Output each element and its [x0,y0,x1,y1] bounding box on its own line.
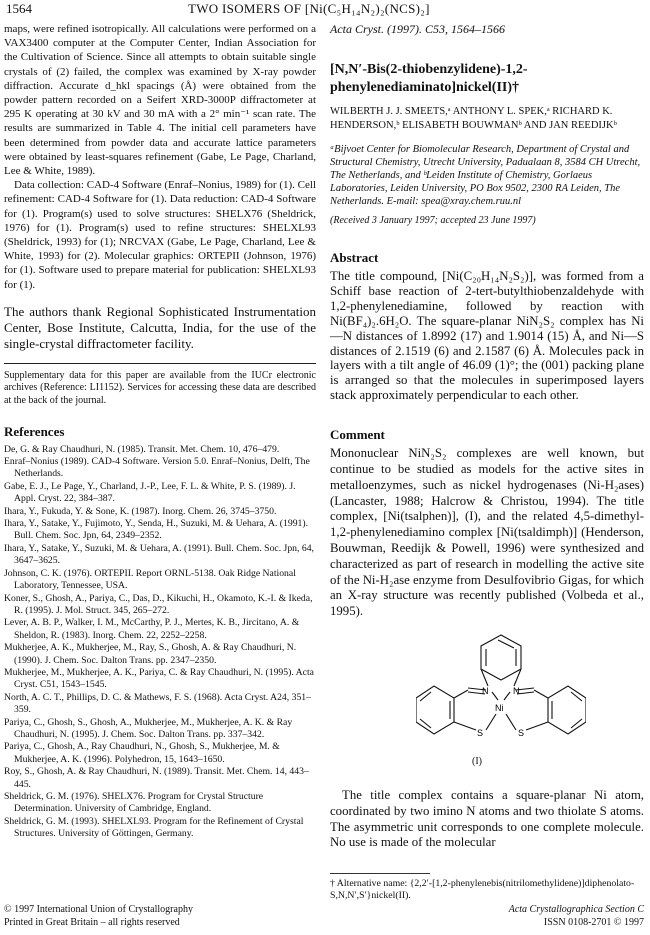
reference-item: Lever, A. B. P., Walker, I. M., McCarthy, P. J., Mertes, K. B., Jircitano, A. & Sheldon, R. (1983). Inorg. Chem. 22, 2252–2258. [4,617,300,641]
reference-item: Sheldrick, G. M. (1976). SHELX76. Program for Crystal Structure Determination. University of Cambridge, England. [4,791,264,815]
affiliation: ᵃBijvoet Center for Biomolecular Research, Department of Crystal and Structural Chemistry, Utrecht University, Padualaan 8, 3584 CH Utrecht, The Netherlands, and ᵇLeiden Institute of Chemistry, Gorlaeus Laboratories, Leiden University, PO Box 9502, 2300 RA Leiden, The Netherlands. E-mail: spea@xray.chem.ruu.nl [330,144,641,207]
reference-list [4,444,316,841]
data-collection-text: Data collection: CAD-4 Software (Enraf–Nonius, 1989) for (1). Cell refinement: CAD-4 Software for (1). Data reduction: CAD-4 Software for (1). Program(s) used to solve structures: SHELX76 (Sheldrick, 1976) for (1). Program(s) used to refine structures: SHELXL93 (Sheldrick, 1993) for (1); NRCVAX (Gabe, Le Page, Charland, Lee & White, 1993) for (2). Molecular graphics: ORTEPII (Johnson, 1976) for (1). Software used to prepare material for publication: SHELXL93 for (1). [4,179,316,291]
atom-n-left: N [482,685,489,696]
footer-left [4,903,193,929]
divider [4,363,316,364]
reference-item: Pariya, C., Ghosh, A., Ray Chaudhuri, N., Ghosh, S., Mukherjee, M. & Mukherjee, A. K. (1996). Polyhedron, 15, 1643–1650. [4,741,280,765]
reference-item: North, A. C. T., Phillips, D. C. & Mathews, F. S. (1968). Acta Cryst. A24, 351–359. [4,691,311,716]
author-list: WILBERTH J. J. SMEETS,ᵃ ANTHONY L. SPEK,ᵃ RICHARD K. HENDERSON,ᵇ ELISABETH BOUWMANᵇ AND JAN REEDIJKᵇ [330,106,617,131]
issn: ISSN 0108-2701 © 1997 [543,917,644,928]
atom-ni: Ni [495,702,504,713]
footnote-divider [330,873,430,874]
reference-item: Ihara, Y., Fukuda, Y. & Sone, K. (1987). Inorg. Chem. 26, 3745–3750. [4,505,277,517]
reference-item: Koner, S., Ghosh, A., Pariya, C., Das, D., Kikuchi, H., Okamoto, K.-I. & Ikeda, R. (1995). J. Mol. Struct. 345, 265–272. [4,592,313,616]
reference-item: Pariya, C., Ghosh, S., Ghosh, A., Mukherjee, M., Mukherjee, A. K. & Ray Chaudhuri, N. (1995). J. Chem. Soc. Dalton Trans. pp. 337–342. [4,716,293,740]
page-number: 1564 [6,1,32,16]
journal-name: Acta Crystallographica Section C [508,904,644,915]
left-column [4,22,316,841]
reference-item: Mukherjee, M., Mukherjee, A. K., Pariya, C. & Ray Chaudhuri, N. (1995). Acta Cryst. C51, 1543–1545. [4,666,314,691]
atom-n-right: N [513,685,520,696]
reference-item: Ihara, Y., Satake, Y., Suzuki, M. & Uehara, A. (1991). Bull. Chem. Soc. Jpn, 64, 3647–3625. [4,542,314,567]
atom-s-left: S [477,727,484,738]
comment-heading: Comment [330,427,385,443]
right-benzene-ring [548,686,586,734]
acknowledgement: The authors thank Regional Sophisticated Instrumentation Center, Bose Institute, Calcutta, India, for the use of the single-crystal diffractometer facility. [4,303,316,351]
comment-continued-text: The title complex contains a square-planar Ni atom, coordinated by two imino N atoms and two thiolate S atoms. The asymmetric unit corresponds to one complete molecule. No use is made of the molecular [330,787,644,850]
copyright: © 1997 International Union of Crystallography [4,904,193,915]
experimental-text: maps, were refined isotropically. All calculations were performed on a VAX3400 computer at the Computer Center, Indian Association for the Cultivation of Science. Since all attempts to obtain suitable single crystals of (2) failed, the complex was examined by X-ray powder diffraction. Accurate d_hkl spacings (Å) were obtained from the powder pattern recorded on a Seifert XRD-3000P diffractometer at 295 K operating at 30 kV and 30 mA with a 2° min⁻¹ scan rate. The results are summarized in Table 4. The initial cell parameters have been determined from powder data and accurate lattice parameters were obtained by least-squares refinement (Gabe, Le Page, Charland, Lee & White, 1989). [4,23,316,178]
chemical-structure [330,630,644,780]
reference-item: Gabe, E. J., Le Page, Y., Charland, J.-P., Lee, F. L. & White, P. S. (1989). J. Appl. Cryst. 22, 384–387. [4,480,296,505]
printed-in: Printed in Great Britain – all rights reserved [4,917,180,928]
reference-item: De, G. & Ray Chaudhuri, N. (1985). Transit. Met. Chem. 10, 476–479. [4,443,280,455]
abstract-text: The title compound, [Ni(C₂₀H₁₄N₂S₂)], was formed from a Schiff base reaction of 2-tert-butylthiobenzaldehyde with 1,2-phenylenediamine, followed by reaction with Ni(BF₄)₂.6H₂O. The square-planar NiN₂S₂ complex has Ni—N distances of 1.8992 (17) and 1.9014 (15) Å, and Ni—S distances of 2.1519 (6) and 2.1587 (6) Å. Molecules pack in layers with a tilt angle of 46.09 (1)°; the (001) packing plane is arranged so that the molecules in superimposed layers stack approximately perpendicular to each other. [330,269,644,403]
abstract-heading: Abstract [330,250,379,265]
received-dates: (Received 3 January 1997; accepted 23 June 1997) [330,215,536,226]
running-header [0,0,650,18]
reference-item: Johnson, C. K. (1976). ORTEPII. Report ORNL-5138. Oak Ridge National Laboratory, Tennessee, USA. [4,567,296,592]
supplementary-note: Supplementary data for this paper are available from the IUCr electronic archives (Reference: LI1152). Services for accessing these data are described at the back of the journal. [4,369,316,407]
left-benzene-ring [416,686,454,734]
reference-item: Ihara, Y., Satake, Y., Fujimoto, Y., Senda, H., Suzuki, M. & Uehara, A. (1991). Bull. Chem. Soc. Jpn, 64, 2349–2352. [4,518,309,542]
structure-diagram [416,630,586,755]
reference-item: Sheldrick, G. M. (1993). SHELXL93. Program for the Refinement of Crystal Structures. University of Göttingen, Germany. [4,815,304,840]
reference-item: Roy, S., Ghosh, A. & Ray Chaudhuri, N. (1989). Transit. Met. Chem. 14, 443–445. [4,766,309,790]
comment-text: Mononuclear NiN₂S₂ complexes are well known, but continue to be studied as models for the active sites in metalloenzymes, such as nickel hydrogenases (Ni-H₂ases) (Lancaster, 1988; Halcrow & Christou, 1994). The title complex, [Ni(tsalphen)], (I), and the related 4,5-dimethyl-1,2-phenylenediamino complex [Ni(tsaldimph)] (Henderson, Bouwman, Reedijk & Powell, 1996) were synthesized and characterized as part of research in modelling the active site of the Ni-H₂ase enzyme from Desulfovibrio Gigas, for which an X-ray structure was recently published (Volbeda et al., 1995). [330,446,644,619]
references-heading: References [4,423,65,439]
footer-right [486,903,644,929]
right-column [330,22,644,902]
article-citation: Acta Cryst. (1997). C53, 1564–1566 [330,22,505,36]
atom-s-right: S [518,727,525,738]
running-title: TWO ISOMERS OF [Ni(C₅H₁₄N₂)₂(NCS)₂] [188,1,430,16]
article-title: [N,N′-Bis(2-thiobenzylidene)-1,2-phenylenediaminato]nickel(II)† [330,62,528,95]
compound-label: (I) [472,755,482,767]
reference-item: Enraf–Nonius (1989). CAD-4 Software. Version 5.0. Enraf–Nonius, Delft, The Netherlands. [4,456,310,480]
reference-item: Mukherjee, A. K., Mukherjee, M., Ray, S., Ghosh, A. & Ray Chaudhuri, N. (1990). J. Chem. Soc. Dalton Trans. pp. 2347–2350. [4,642,297,666]
footnote: † Alternative name: {2,2′-[1,2-phenylenebis(nitrilomethylidene)]diphenolato-S,N,N′,S′}nickel(II). [330,878,635,902]
